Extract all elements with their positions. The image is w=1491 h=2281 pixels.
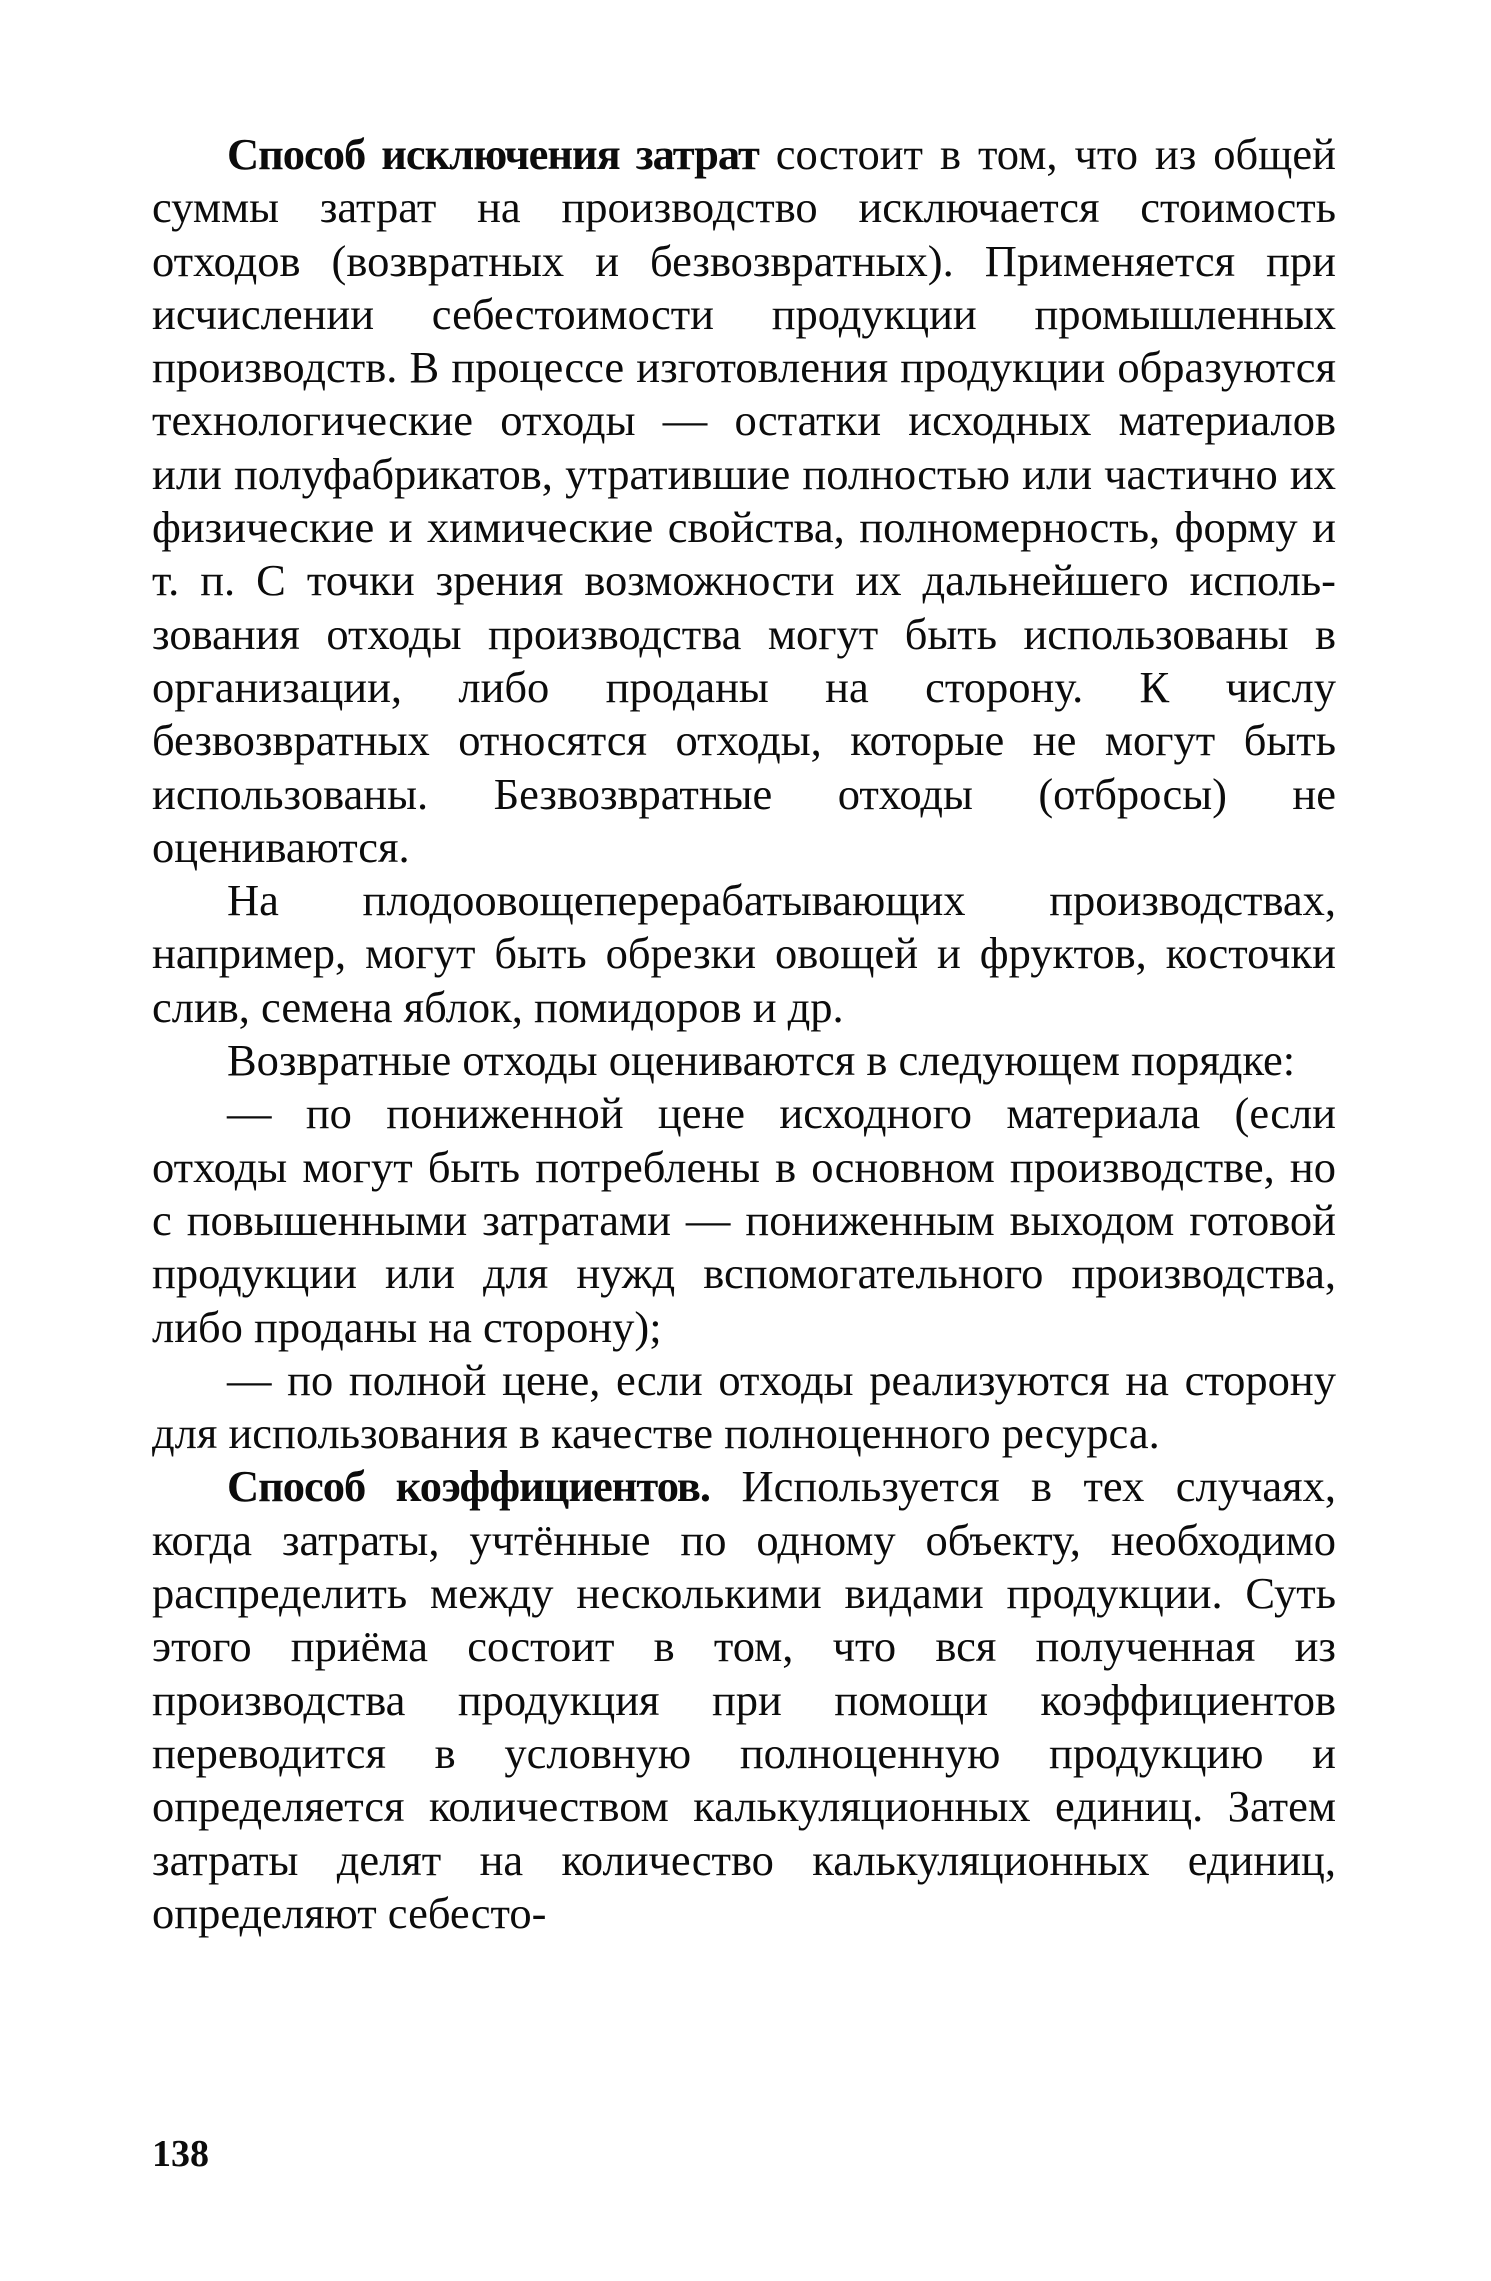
- paragraph-text: На плодоовощеперерабатывающих производствах, например, могут быть обрезки овощей и фруктов, косточки слив, семена яблок, помидоров и др.: [152, 875, 1336, 1032]
- page-body: [152, 128, 1336, 1940]
- paragraph-returnable-waste: [152, 1034, 1336, 1087]
- paragraph-text: — по полной цене, если отходы реализуются на сторону для использования в качестве полноценного ресурса.: [152, 1354, 1336, 1459]
- page-number: 138: [152, 2133, 209, 2175]
- paragraph-full-price: [152, 1354, 1336, 1461]
- paragraph-text: Возвратные отходы оцениваются в следующем порядке:: [227, 1035, 1296, 1086]
- paragraph-text: состоит в том, что из общей суммы затрат на производство исключается стоимость отходов (возвратных и безвозвратных). Применяется при исчислении себестоимости продукции промышленных производств. В процессе изготовления продукции образуются технологические отходы — остатки исходных материалов или полуфабрикатов, утратившие полностью или частично их физические и химические свойства, полномерность, форму и т. п. С точки зрения возможности их дальнейшего использования отходы производства могут быть использованы в организации, либо проданы на сторону. К числу безвозвратных относятся отходы, которые не могут быть использованы. Безвозвратные отходы (отбросы) не оцениваются.: [152, 129, 1336, 872]
- paragraph-reduced-price: [152, 1087, 1336, 1353]
- paragraph-fruit-waste: [152, 874, 1336, 1034]
- term-coefficient-method: Способ коэффициентов.: [227, 1461, 710, 1512]
- paragraph-coefficient-method: [152, 1460, 1336, 1940]
- paragraph-exclusion-method: [152, 128, 1336, 874]
- paragraph-text: — по пониженной цене исходного материала (если отходы могут быть потреблены в основном производстве, но с повышенными затратами — пониженным выходом готовой продукции или для нужд вспомогательного производства, либо проданы на сторону);: [152, 1088, 1336, 1352]
- paragraph-text: Используется в тех случаях, когда затраты, учтённые по одному объекту, необходимо распределить между несколькими видами продукции. Суть этого приёма состоит в том, что вся полученная из производства продукция при помощи коэффициентов переводится в условную полноценную продукцию и определяется количеством калькуляционных единиц. Затем затраты делят на количество калькуляционных единиц, определяют себесто-: [152, 1461, 1336, 1938]
- term-exclusion-method: Способ исключения затрат: [227, 129, 759, 179]
